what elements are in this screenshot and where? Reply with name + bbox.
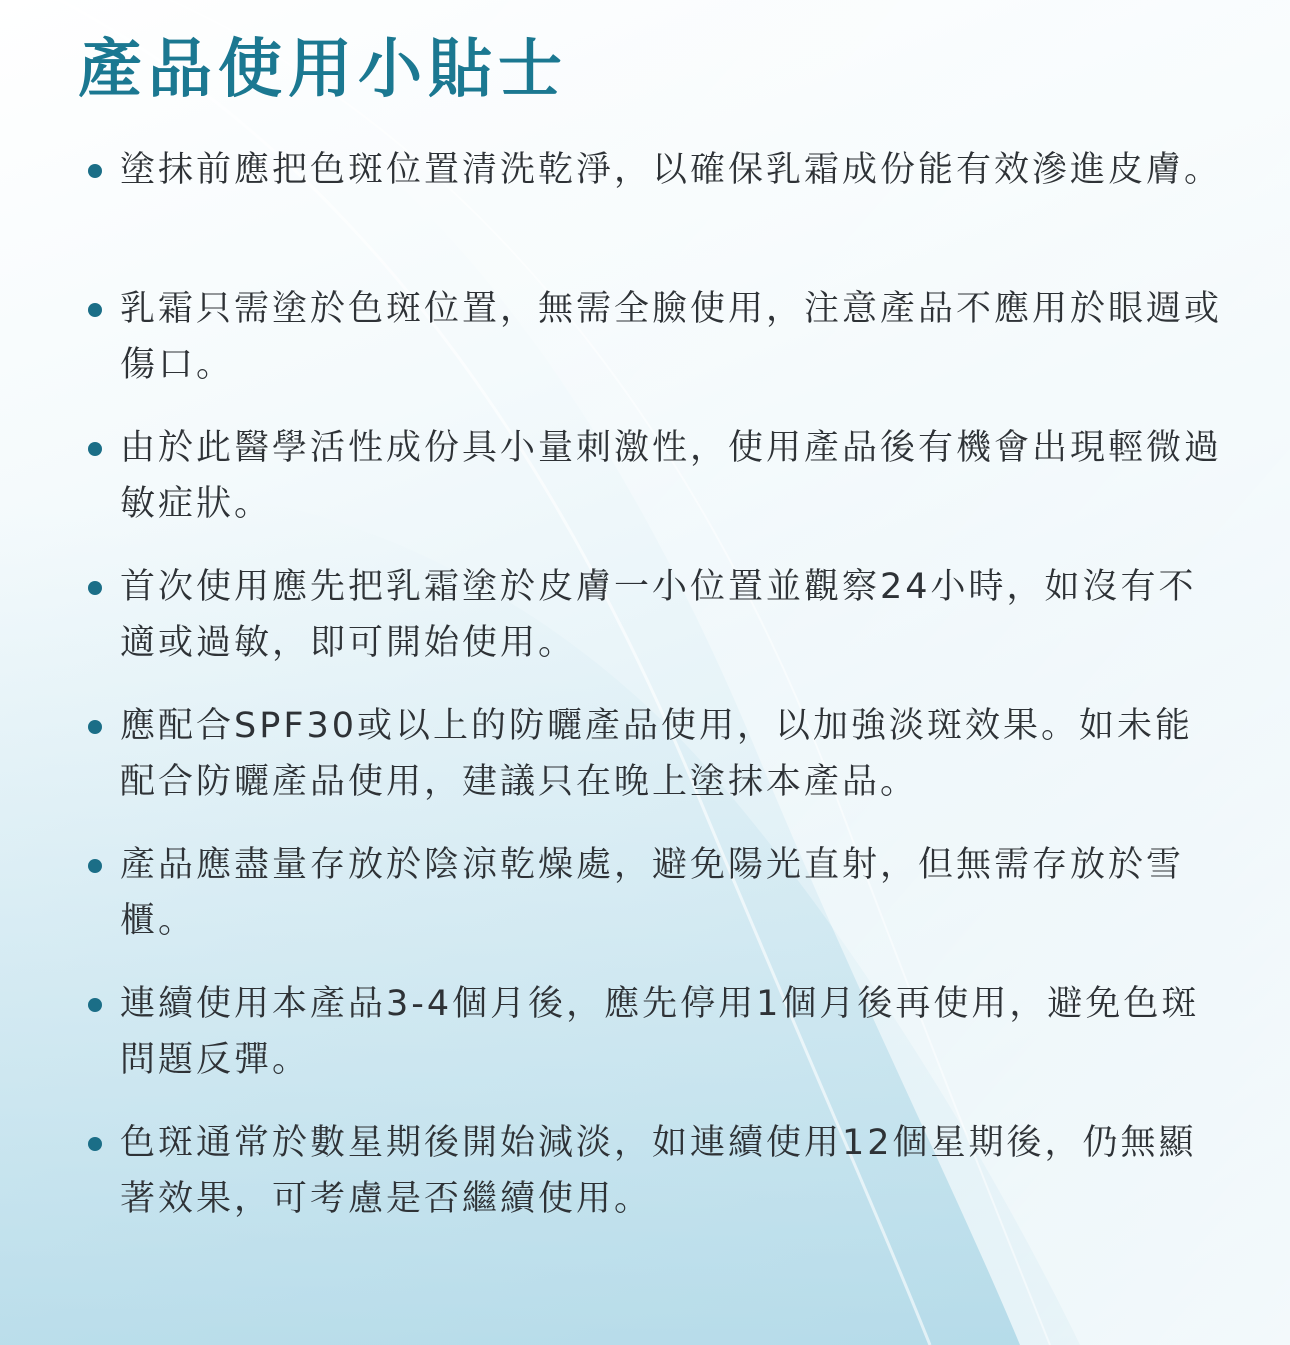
bullet-dot-icon	[88, 859, 102, 873]
tip-item	[84, 142, 1244, 281]
tip-text: 產品應盡量存放於陰涼乾燥處，避免陽光直射，但無需存放於雪櫃。	[120, 845, 1185, 941]
tip-item	[84, 698, 1244, 837]
bullet-dot-icon	[88, 1137, 102, 1151]
bullet-dot-icon	[88, 303, 102, 317]
tip-item	[84, 1115, 1244, 1254]
tip-text: 色斑通常於數星期後開始減淡，如連續使用12個星期後，仍無顯著效果，可考慮是否繼續使用。	[120, 1123, 1197, 1219]
tip-item	[84, 420, 1244, 559]
tip-item	[84, 976, 1244, 1115]
bullet-dot-icon	[88, 581, 102, 595]
tip-text: 連續使用本產品3-4個月後，應先停用1個月後再使用，避免色斑問題反彈。	[120, 984, 1200, 1080]
tip-item	[84, 837, 1244, 976]
bullet-dot-icon	[88, 164, 102, 178]
bullet-dot-icon	[88, 998, 102, 1012]
page-title: 產品使用小貼士	[78, 33, 568, 107]
tip-text: 塗抹前應把色斑位置清洗乾淨，以確保乳霜成份能有效滲進皮膚。	[120, 150, 1223, 190]
tip-text: 應配合SPF30或以上的防曬產品使用，以加強淡斑效果。如未能配合防曬產品使用，建議只在晚上塗抹本產品。	[120, 706, 1193, 802]
tip-item	[84, 281, 1244, 420]
tip-text: 首次使用應先把乳霜塗於皮膚一小位置並觀察24小時，如沒有不適或過敏，即可開始使用。	[120, 567, 1197, 663]
bullet-dot-icon	[88, 442, 102, 456]
bullet-dot-icon	[88, 720, 102, 734]
tips-list	[84, 142, 1244, 1254]
tip-text: 乳霜只需塗於色斑位置，無需全臉使用，注意產品不應用於眼週或傷口。	[120, 289, 1223, 385]
tip-item	[84, 559, 1244, 698]
tip-text: 由於此醫學活性成份具小量刺激性，使用產品後有機會出現輕微過敏症狀。	[120, 428, 1223, 524]
